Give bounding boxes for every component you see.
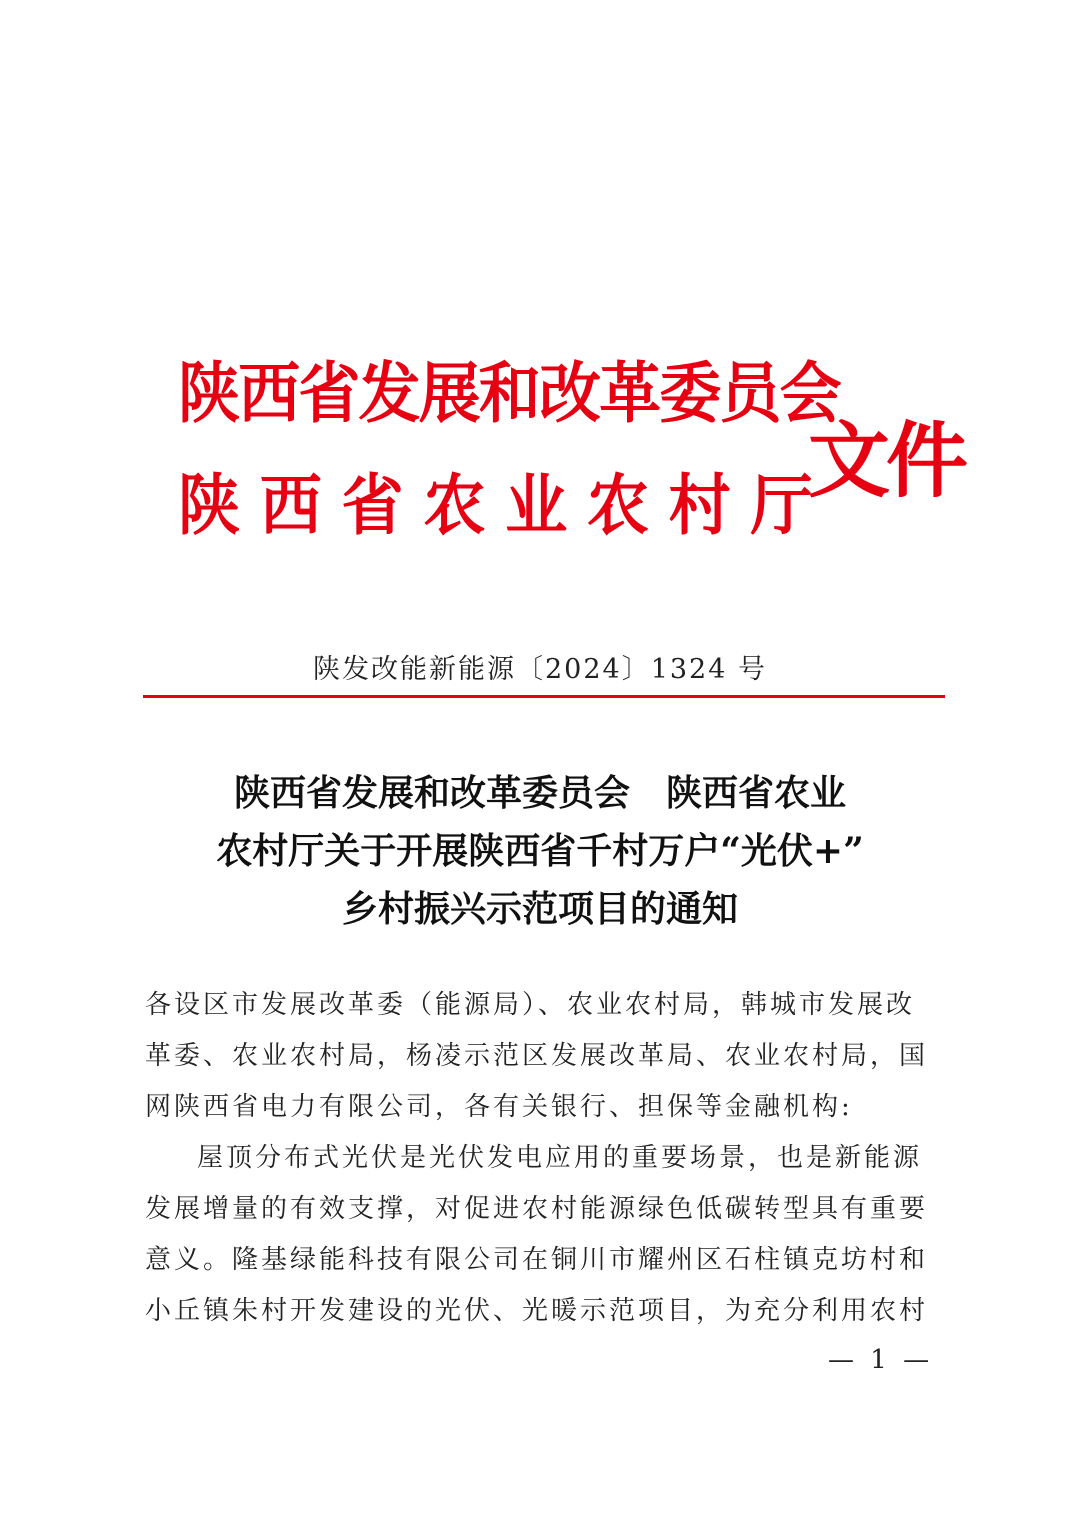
paragraph-1 (145, 1133, 945, 1337)
title-line-3: 乡村振兴示范项目的通知 (341, 888, 738, 930)
masthead (178, 340, 965, 550)
title-line-2: 农村厅关于开展陕西省千村万户“光伏+” (216, 830, 864, 872)
paragraph-1-line-4: 小丘镇朱村开发建设的光伏、光暖示范项目，为充分利用农村 (145, 1296, 929, 1326)
document-number: 陕发改能新能源〔2024〕1324 号 (312, 654, 767, 685)
addressee-line-3: 网陕西省电力有限公司，各有关银行、担保等金融机构: (145, 1092, 853, 1122)
addressee-block (145, 980, 945, 1133)
paragraph-1-line-1: 屋顶分布式光伏是光伏发电应用的重要场景，也是新能源 (197, 1143, 923, 1173)
addressee-line-2: 革委、农业农村局，杨凌示范区发展改革局、农业农村局，国 (145, 1041, 929, 1071)
page-number: — 1 — (828, 1345, 934, 1375)
masthead-line-ndrc: 陕西省发展和改革委员会 (178, 355, 840, 432)
masthead-line-agriculture: 陕西省农业农村厅 (178, 467, 833, 544)
addressee-line-1: 各设区市发展改革委（能源局）、农业农村局，韩城市发展改 (145, 990, 916, 1020)
red-separator-rule (143, 695, 945, 698)
paragraph-1-line-3: 意义。隆基绿能科技有限公司在铜川市耀州区石柱镇克坊村和 (145, 1245, 929, 1275)
document-title (0, 764, 1080, 938)
document-body (145, 980, 945, 1337)
paragraph-1-line-2: 发展增量的有效支撑，对促进农村能源绿色低碳转型具有重要 (145, 1194, 929, 1224)
title-line-1: 陕西省发展和改革委员会 陕西省农业 (233, 772, 846, 814)
masthead-suffix: 文件 (808, 414, 965, 509)
